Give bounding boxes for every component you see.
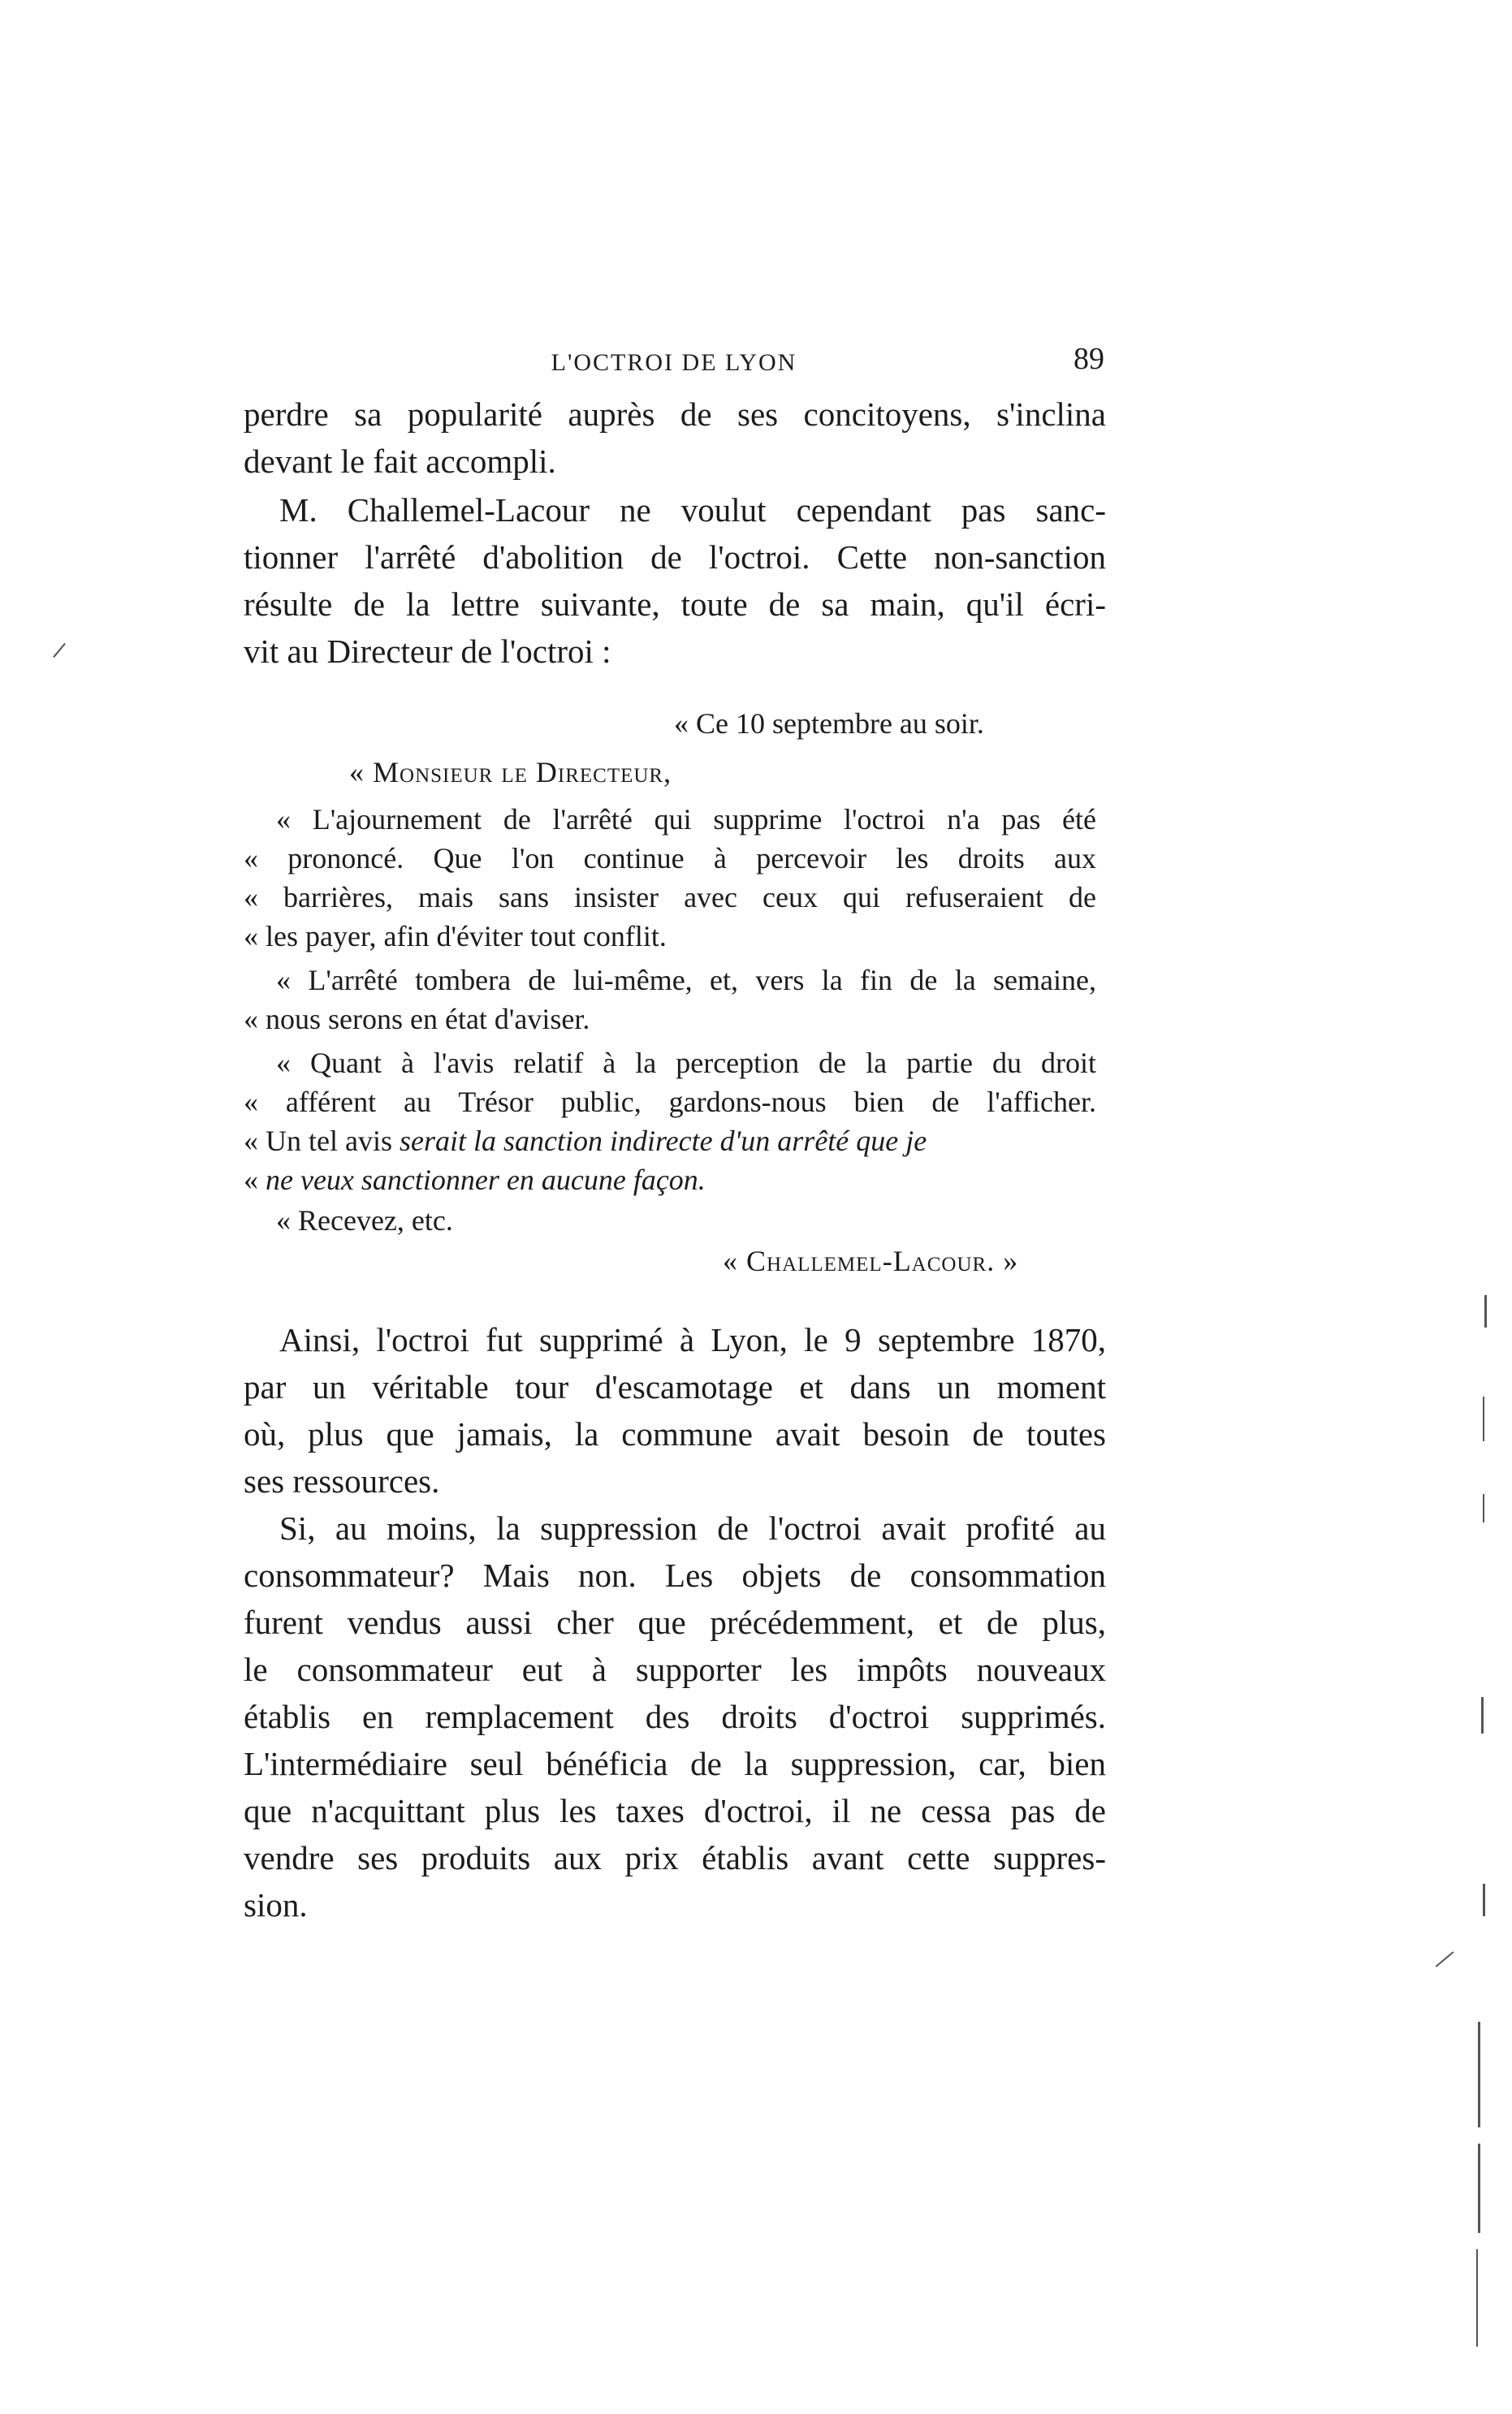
letter-salutation: « Monsieur le Directeur, <box>349 756 672 788</box>
scan-mark <box>1481 1697 1484 1734</box>
letter-line: « nous serons en état d'aviser. <box>244 1003 590 1035</box>
text-line: consommateur? Mais non. Les objets de consommation <box>244 1557 1106 1594</box>
scan-mark <box>1484 1295 1487 1328</box>
running-title: L'OCTROI DE LYON <box>551 349 797 376</box>
text-line: furent vendus aussi cher que précédemment, et de plus, <box>244 1604 1106 1641</box>
text-line: Si, au moins, la suppression de l'octroi avait profité au <box>279 1509 1106 1547</box>
letter-italic-text: serait la sanction indirecte d'un arrêté que je <box>399 1125 927 1157</box>
letter-line: « barrières, mais sans insister avec ceux qui refuseraient de <box>244 881 1096 913</box>
scan-mark <box>1483 1397 1484 1441</box>
scan-mark <box>1478 2022 1480 2127</box>
text-line: par un véritable tour d'escamotage et dans un moment <box>244 1368 1106 1406</box>
letter-line: « L'arrêté tombera de lui-même, et, vers la fin de la semaine, <box>276 964 1096 996</box>
letter-line: « prononcé. Que l'on continue à percevoir les droits aux <box>244 842 1096 874</box>
letter-line: « Quant à l'avis relatif à la perception de la partie du droit <box>276 1047 1096 1079</box>
text-line: devant le fait accompli. <box>244 443 556 480</box>
letter-line: « les payer, afin d'éviter tout conflit. <box>244 920 667 952</box>
text-line: ses ressources. <box>244 1462 440 1500</box>
text-line: L'intermédiaire seul bénéficia de la suppression, car, bien <box>244 1745 1106 1782</box>
scan-mark <box>1483 1884 1485 1916</box>
letter-italic-line <box>244 1163 706 1197</box>
text-line: Ainsi, l'octroi fut supprimé à Lyon, le 9 septembre 1870, <box>279 1321 1106 1358</box>
letter-signature: « Challemel-Lacour. » <box>723 1245 1019 1277</box>
scan-mark <box>1436 1951 1454 1967</box>
letter-line: « afférent au Trésor public, gardons-nous bien de l'afficher. <box>244 1086 1096 1118</box>
scan-mark <box>1483 1494 1484 1522</box>
letter-italic-roman: « <box>244 1164 266 1196</box>
text-line: résulte de la lettre suivante, toute de sa main, qu'il écri- <box>244 585 1106 623</box>
scan-mark <box>1476 2249 1478 2347</box>
text-line: tionner l'arrêté d'abolition de l'octroi. Cette non-sanction <box>244 538 1106 576</box>
scan-mark <box>1478 2144 1480 2233</box>
text-line: que n'acquittant plus les taxes d'octroi, il ne cessa pas de <box>244 1792 1106 1829</box>
text-line: M. Challemel-Lacour ne voulut cependant pas sanc- <box>279 491 1106 529</box>
letter-italic-line <box>244 1124 927 1158</box>
text-line: où, plus que jamais, la commune avait besoin de toutes <box>244 1415 1106 1453</box>
text-line: vit au Directeur de l'octroi : <box>244 633 611 670</box>
running-head <box>244 341 1104 390</box>
letter-line: « L'ajournement de l'arrêté qui supprime l'octroi n'a pas été <box>276 803 1096 836</box>
letter-italic-text: ne veux sanctionner en aucune façon. <box>266 1164 706 1196</box>
text-line: perdre sa popularité auprès de ses concitoyens, s'inclina <box>244 395 1106 433</box>
letter-dateline: « Ce 10 septembre au soir. <box>674 707 984 740</box>
letter-italic-roman: « Un tel avis <box>244 1125 400 1157</box>
text-line: sion. <box>244 1886 308 1924</box>
text-line: le consommateur eut à supporter les impôts nouveaux <box>244 1651 1106 1688</box>
page-number: 89 <box>1074 342 1104 376</box>
letter-closing: « Recevez, etc. <box>276 1204 453 1237</box>
text-line: vendre ses produits aux prix établis avant cette suppres- <box>244 1839 1106 1876</box>
scan-mark <box>53 643 66 658</box>
text-line: établis en remplacement des droits d'octroi supprimés. <box>244 1698 1106 1735</box>
